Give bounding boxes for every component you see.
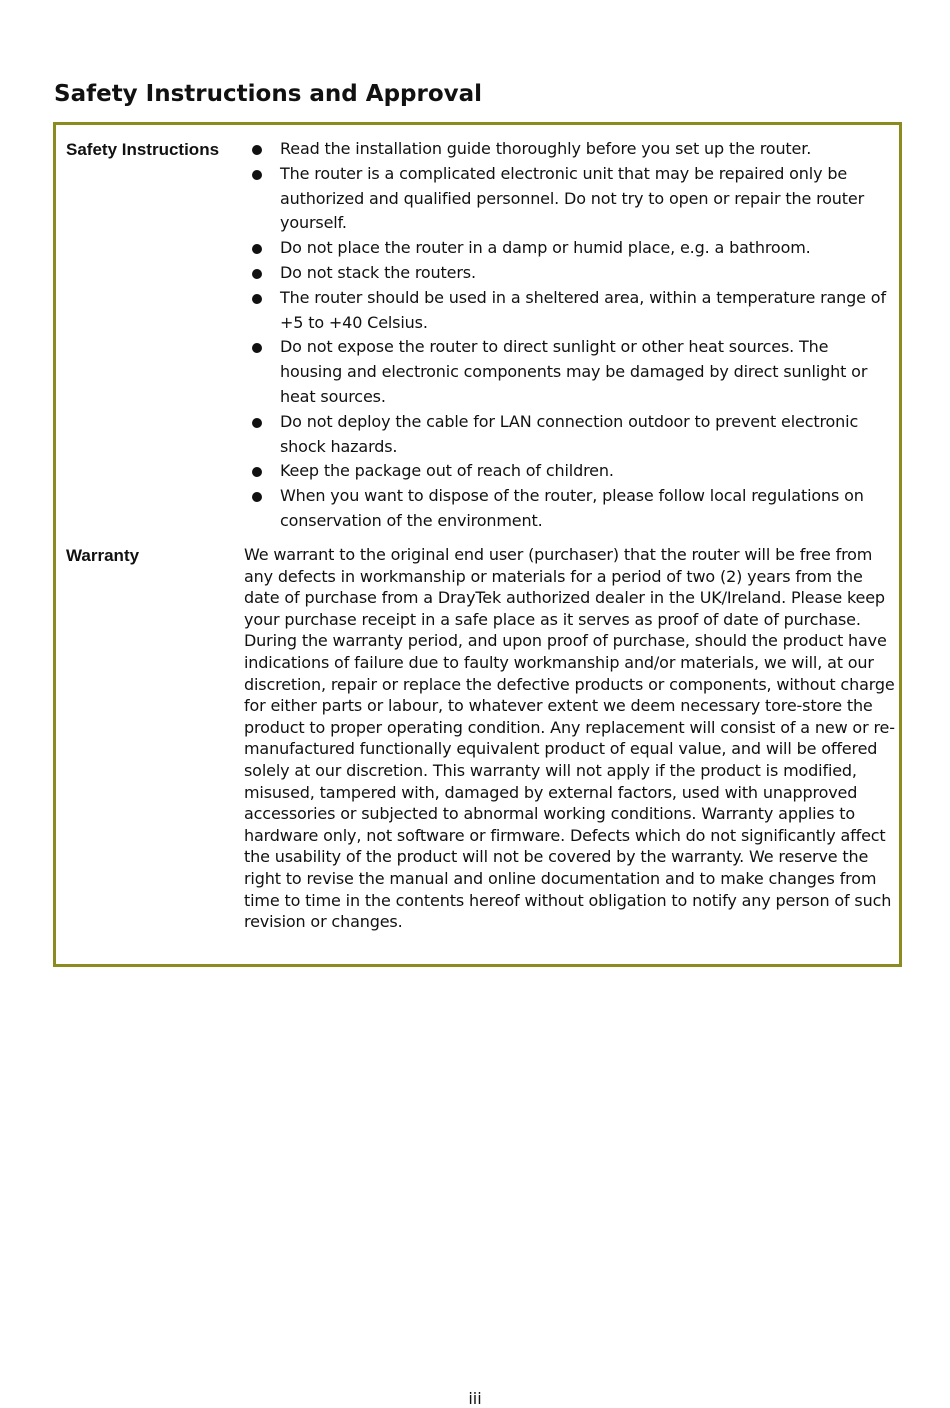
list-item xyxy=(244,261,894,286)
list-item-text: The router is a complicated electronic unit that may be repaired only be authorized and qualified personnel. Do not try to open or repair the router yourself. xyxy=(280,163,865,233)
list-item xyxy=(244,335,894,409)
bullet-icon xyxy=(252,492,262,502)
safety-instructions-list xyxy=(244,137,894,534)
list-item xyxy=(244,162,894,236)
bullet-icon xyxy=(252,269,262,279)
bullet-icon xyxy=(252,294,262,304)
list-item xyxy=(244,286,894,336)
list-item-text: Keep the package out of reach of children. xyxy=(280,461,614,481)
list-item xyxy=(244,459,894,484)
list-item-text: Do not place the router in a damp or humid place, e.g. a bathroom. xyxy=(280,238,811,258)
list-item xyxy=(244,137,894,162)
bullet-icon xyxy=(252,145,262,155)
list-item-text: The router should be used in a sheltered area, within a temperature range of +5 to +40 Celsius. xyxy=(280,287,886,332)
bullet-icon xyxy=(252,467,262,477)
bullet-icon xyxy=(252,170,262,180)
bullet-icon xyxy=(252,343,262,353)
list-item-text: When you want to dispose of the router, please follow local regulations on conservation of the environment. xyxy=(280,486,864,530)
list-item xyxy=(244,236,894,261)
list-item-text: Do not expose the router to direct sunlight or other heat sources. The housing and electronic components may be damaged by direct sunlight or heat sources. xyxy=(280,337,868,406)
bullet-icon xyxy=(252,244,262,254)
warranty-paragraph: We warrant to the original end user (purchaser) that the router will be free from any defects in workmanship or materials for a period of two (2) years from the date of purchase from a DrayTek authorized dealer in the UK/Ireland. Please keep your purchase receipt in a safe place as it serves as proof of date of purchase. During the warranty period, and upon proof of purchase, should the product have indications of failure due to faulty workmanship and/or materials, we will, at our discretion, repair or replace the defective products or components, without charge for either parts or labour, to whatever extent we deem necessary tore-store the product to proper operating condition. Any replacement will consist of a new or re-manufactured functionally equivalent product of equal value, and will be offered solely at our discretion. This warranty will not apply if the product is modified, misused, tampered with, damaged by external factors, used with unapproved accessories or subjected to abnormal working conditions. Warranty applies to hardware only, not software or firmware. Defects which do not significantly affect the usability of the product will not be covered by the warranty. We reserve the right to revise the manual and online documentation and to make changes from time to time in the contents hereof without obligation to notify any person of such revision or changes. xyxy=(244,545,895,932)
warranty-label: Warranty xyxy=(66,546,140,565)
list-item-text: Do not stack the routers. xyxy=(280,262,476,282)
list-item xyxy=(244,484,894,534)
safety-instructions-label: Safety Instructions xyxy=(66,140,220,159)
list-item-text: Read the installation guide thoroughly before you set up the router. xyxy=(280,139,812,158)
page-title: Safety Instructions and Approval xyxy=(54,81,483,107)
bullet-icon xyxy=(252,418,262,428)
safety-warranty-box xyxy=(53,122,902,967)
page-number: iii xyxy=(468,1389,482,1408)
list-item-text: Do not deploy the cable for LAN connection outdoor to prevent electronic shock hazards. xyxy=(280,411,859,456)
list-item xyxy=(244,410,894,460)
